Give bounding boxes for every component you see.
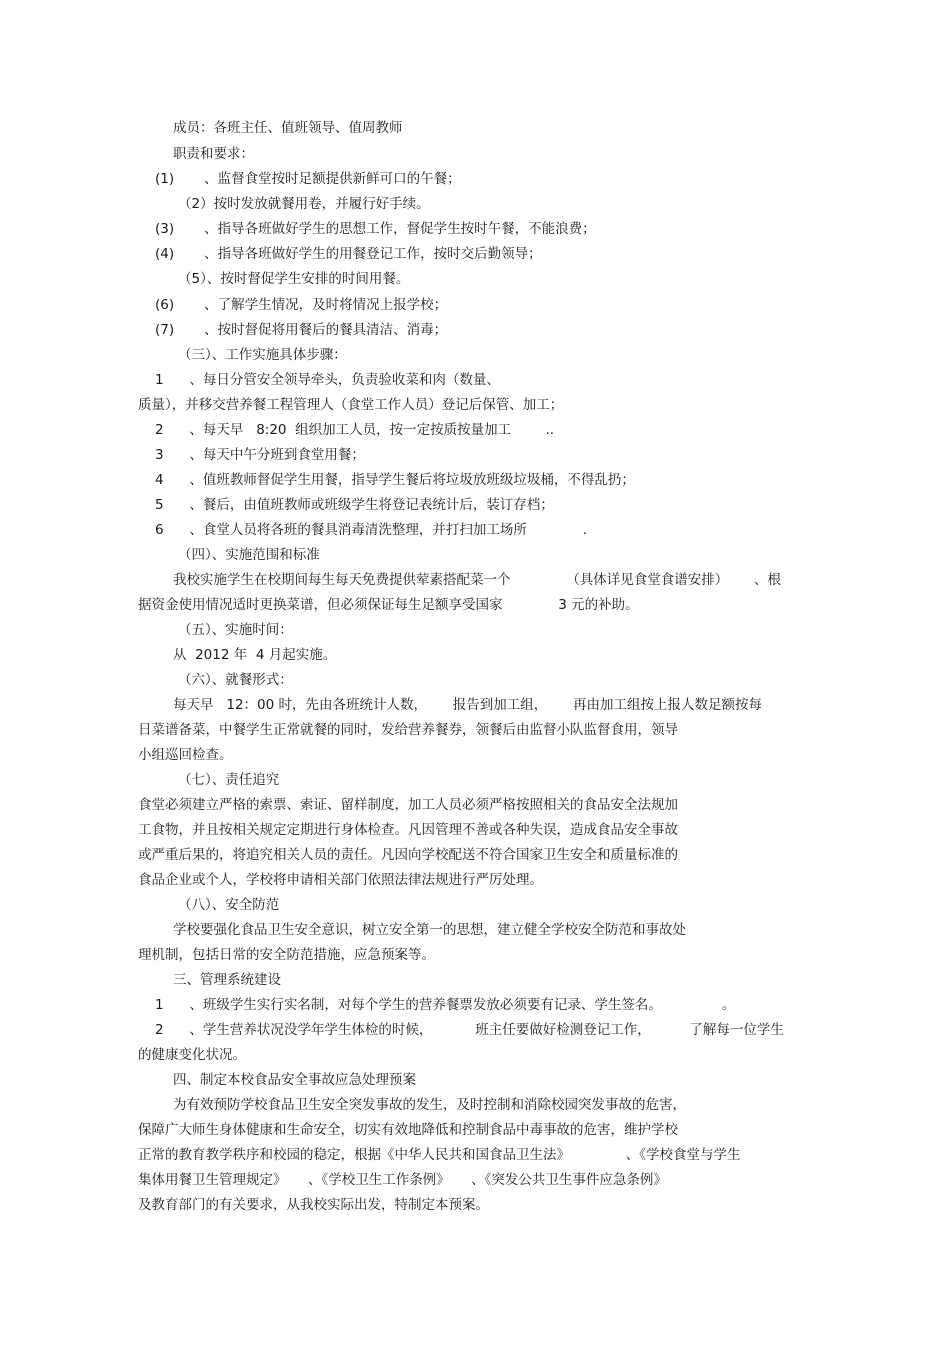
- text-line: 或严重后果的，将追究相关人员的责任。凡因向学校配送不符合国家卫生安全和质量标准的: [138, 847, 678, 863]
- text-line: 为有效预防学校食品卫生安全突发事故的发生，及时控制和消除校园突发事故的危害，: [173, 1097, 686, 1113]
- text-line: 食品企业或个人，学校将申请相关部门依照法律法规进行严厉处理。: [138, 872, 543, 888]
- text-line: 及教育部门的有关要求，从我校实际出发，特制定本预案。: [138, 1197, 489, 1213]
- text-line: 学校要强化食品卫生安全意识，树立安全第一的思想，建立健全学校安全防范和事故处: [173, 922, 686, 938]
- section-heading: （八）、安全防范: [178, 897, 280, 913]
- text-line: 2 、学生营养状况没学年学生体检的时候， 班主任要做好检测登记工作， 了解每一位学生: [155, 1022, 784, 1038]
- section-heading: （五）、实施时间：: [178, 622, 293, 638]
- section-heading: （六）、就餐形式：: [178, 672, 293, 688]
- text-line: 4 、值班教师督促学生用餐，指导学生餐后将垃圾放班级垃圾桶，不得乱扔；: [155, 472, 635, 488]
- text-line: 2 、每天早 8:20 组织加工人员，按一定按质按量加工 ..: [155, 422, 555, 438]
- text-line: 3 、每天中午分班到食堂用餐；: [155, 447, 365, 463]
- text-line: (6) 、了解学生情况，及时将情况上报学校；: [155, 297, 448, 313]
- text-line: 6 、食堂人员将各班的餐具消毒清洗整理，并打扫加工场所 .: [155, 522, 587, 538]
- text-line: 每天早 12：00 时，先由各班统计人数， 报告到加工组， 再由加工组按上报人数足额按每: [173, 697, 763, 713]
- section-heading: 三、管理系统建设: [173, 972, 281, 988]
- text-line: (3) 、指导各班做好学生的思想工作，督促学生按时午餐，不能浪费；: [155, 221, 596, 237]
- text-line: 保障广大师生身体健康和生命安全，切实有效地降低和控制食品中毒事故的危害，维护学校: [138, 1122, 678, 1138]
- text-line: 1 、每日分管安全领导牵头，负责验收菜和肉（数量、: [155, 372, 500, 388]
- text-line: 据资金使用情况适时更换菜谱，但必须保证每生足额享受国家 3 元的补助。: [138, 597, 639, 613]
- text-line: 5 、餐后，由值班教师或班级学生将登记表统计后，装订存档；: [155, 497, 554, 513]
- text-line: 小组巡回检查。: [138, 747, 233, 763]
- text-line: 工食物，并且按相关规定定期进行身体检查。凡因管理不善或各种失误，造成食品安全事故: [138, 822, 678, 838]
- text-line: 质量），并移交营养餐工程管理人（食堂工作人员）登记后保管、加工；: [138, 397, 564, 413]
- text-line: 1 、班级学生实行实名制，对每个学生的营养餐票发放必须要有记录、学生签名。 。: [155, 997, 736, 1013]
- text-line: (4) 、指导各班做好学生的用餐登记工作，按时交后勤领导；: [155, 246, 542, 262]
- section-heading: 四、制定本校食品安全事故应急处理预案: [173, 1072, 416, 1088]
- section-heading: （四）、实施范围和标准: [178, 547, 320, 563]
- section-heading: （七）、责任追究: [178, 772, 280, 788]
- text-line: 我校实施学生在校期间每生每天免费提供荤素搭配菜一个 （具体详见食堂食谱安排） 、根: [173, 572, 782, 588]
- section-heading: （三）、工作实施具体步骤：: [178, 347, 347, 363]
- text-line: 成员：各班主任、值班领导、值周教师: [173, 120, 403, 136]
- text-line: 理机制，包括日常的安全防范措施，应急预案等。: [138, 947, 435, 963]
- text-line: (1) 、监督食堂按时足额提供新鲜可口的午餐；: [155, 171, 461, 187]
- text-line: （5）、按时督促学生安排的时间用餐。: [178, 271, 410, 287]
- text-line: 的健康变化状况。: [138, 1047, 246, 1063]
- text-line: 集体用餐卫生管理规定》 、《学校卫生工作条例》 、《突发公共卫生事件应急条例》: [138, 1172, 667, 1188]
- text-line: (7) 、按时督促将用餐后的餐具清洁、消毒；: [155, 322, 448, 338]
- text-line: 从 2012 年 4 月起实施。: [173, 647, 337, 663]
- text-line: 食堂必须建立严格的索票、索证、留样制度，加工人员必须严格按照相关的食品安全法规加: [138, 797, 678, 813]
- text-line: 正常的教育教学秩序和校园的稳定，根据《中华人民共和国食品卫生法》 、《学校食堂与学生: [138, 1147, 741, 1163]
- text-line: （2）按时发放就餐用卷，并履行好手续。: [178, 196, 430, 212]
- text-line: 日菜谱备菜，中餐学生正常就餐的同时，发给营养餐券，领餐后由监督小队监督食用，领导: [138, 722, 678, 738]
- text-line: 职责和要求：: [173, 146, 254, 162]
